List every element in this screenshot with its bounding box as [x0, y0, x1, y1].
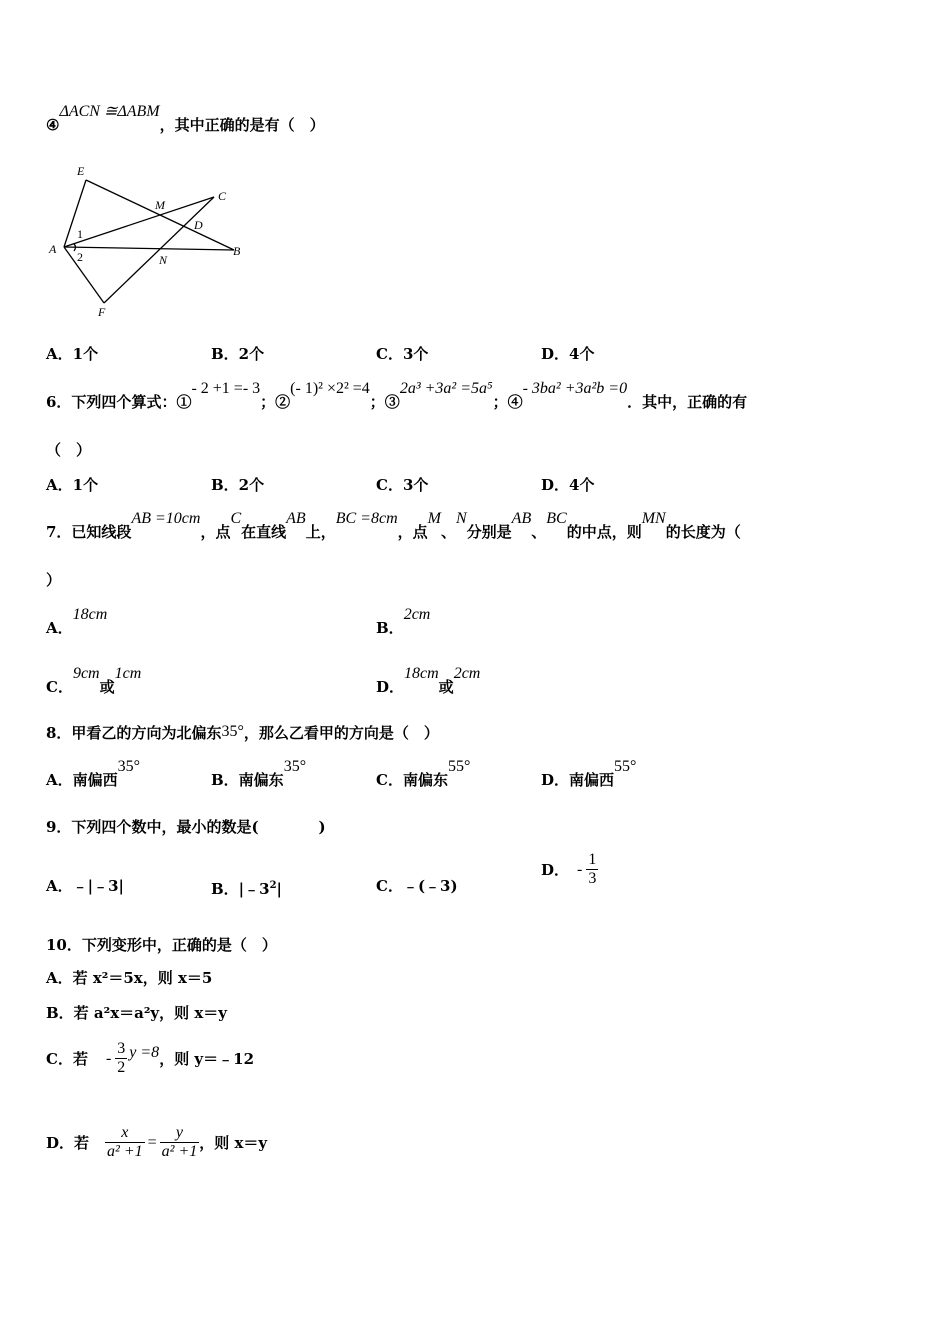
- q8-option-c-degree: 55°: [447, 758, 471, 775]
- q8-option-b-label: B．南偏东: [211, 771, 284, 789]
- q5-option-d[interactable]: D．4个: [541, 345, 595, 363]
- q9-stem: 9．下列四个数中，最小的数是( ): [46, 818, 326, 836]
- q10-option-d-denominator-right: a² +1: [161, 1143, 198, 1160]
- q6-expr-4: - 3ba² +3a²b =0: [522, 380, 628, 397]
- q10-option-d-label: D．若: [46, 1134, 90, 1152]
- q9-option-d-label: D．: [541, 861, 570, 879]
- q7-option-c-value-1: 9cm: [72, 665, 100, 682]
- q7-t8: 的中点，则: [566, 523, 642, 541]
- segment-af: [64, 247, 104, 303]
- q8-option-a[interactable]: [46, 758, 141, 791]
- q7-f3: AB: [286, 510, 306, 527]
- q8-option-d[interactable]: [541, 758, 637, 791]
- q10-option-d-equals: =: [147, 1133, 157, 1151]
- q5-option-b[interactable]: B．2个: [211, 345, 265, 363]
- q6-lead: 6．下列四个算式：①: [46, 393, 192, 411]
- q8-option-b[interactable]: [211, 758, 307, 791]
- q10-option-c-denominator: 2: [117, 1059, 126, 1076]
- q7-f9: MN: [641, 510, 666, 527]
- q10-option-d-fraction-left: [105, 1124, 145, 1161]
- q8-option-c[interactable]: [376, 758, 471, 791]
- q7-t5: 、: [440, 523, 456, 541]
- q7-t9: 的长度为（: [665, 523, 741, 541]
- q10-option-d-denominator-left: a² +1: [107, 1143, 143, 1160]
- q7-f6: N: [455, 510, 467, 527]
- q7-option-b[interactable]: [376, 606, 431, 639]
- q7-stem: [46, 510, 741, 543]
- q7-option-c-label: C．: [46, 678, 73, 696]
- q7-t4: ，点: [397, 523, 428, 541]
- q10-option-c-label: C．若: [46, 1050, 88, 1068]
- q7-close: ）: [46, 571, 62, 589]
- q7-option-c-value-2: 1cm: [114, 665, 142, 682]
- q5-tail-line: [46, 103, 325, 136]
- segment-ab: [64, 247, 234, 250]
- q7-f5: M: [427, 510, 441, 527]
- q9-option-d-denominator: 3: [588, 870, 597, 887]
- q10-stem: 10．下列变形中，正确的是（ ）: [46, 936, 277, 954]
- q7-option-c-or: 或: [99, 678, 115, 696]
- q7-option-d-label: D．: [376, 678, 405, 696]
- q7-t1: ，点: [200, 523, 231, 541]
- q6-option-d[interactable]: D．4个: [541, 476, 595, 494]
- q7-t2: 在直线: [241, 523, 287, 541]
- q10-option-a[interactable]: A．若 x²＝5x，则 x＝5: [46, 969, 213, 987]
- q7-option-d-value-1: 18cm: [404, 665, 439, 682]
- q8-option-a-degree: 35°: [117, 758, 141, 775]
- q5-option-c[interactable]: C．3个: [376, 345, 429, 363]
- q8-option-b-degree: 35°: [283, 758, 307, 775]
- label-n: N: [159, 253, 168, 267]
- q7-option-d[interactable]: [376, 665, 481, 698]
- q7-option-d-or: 或: [438, 678, 454, 696]
- q8-degree: 35°: [221, 723, 244, 740]
- label-b: B: [233, 244, 241, 258]
- label-d: D: [194, 218, 203, 232]
- label-e: E: [77, 164, 85, 178]
- label-m: M: [155, 198, 165, 212]
- q6-sep-3: ；④: [492, 393, 523, 411]
- geometry-figure: [46, 158, 256, 323]
- q5-question-text: ，其中正确的是有（ ）: [159, 116, 325, 134]
- q7-option-a-label: A．: [46, 619, 73, 637]
- q7-option-b-label: B．: [376, 619, 404, 637]
- label-a: A: [49, 242, 57, 256]
- label-angle-2: 2: [77, 250, 83, 264]
- q5-congruence-formula: ΔACN ≅ΔABM: [59, 103, 160, 120]
- label-f: F: [98, 305, 106, 319]
- q9-option-a[interactable]: A．﹣|﹣3|: [46, 877, 124, 895]
- q10-option-c-equation: y =8: [129, 1043, 160, 1061]
- q8-option-c-label: C．南偏东: [376, 771, 448, 789]
- q10-option-c[interactable]: [46, 1040, 254, 1077]
- q7-f8: BC: [546, 510, 567, 527]
- q7-t3: 上，: [305, 523, 336, 541]
- q8-option-d-label: D．南偏西: [541, 771, 615, 789]
- q10-option-c-fraction: [115, 1040, 127, 1077]
- q7-option-d-value-2: 2cm: [453, 665, 481, 682]
- label-c: C: [218, 189, 227, 203]
- q6-sep-2: ；③: [369, 393, 400, 411]
- q6-expr-3: 2a³ +3a² =5a⁵: [399, 380, 493, 397]
- q7-t6: 分别是: [466, 523, 512, 541]
- label-angle-1: 1: [77, 227, 83, 241]
- q10-option-c-sign: -: [105, 1049, 112, 1067]
- q10-option-c-tail: ，则 y＝﹣12: [159, 1050, 254, 1068]
- q6-option-a[interactable]: A．1个: [46, 476, 99, 494]
- q10-option-d[interactable]: [46, 1124, 267, 1161]
- q7-option-b-value: 2cm: [403, 606, 431, 623]
- q8-stem: [46, 723, 439, 744]
- q10-option-c-numerator: 3: [117, 1040, 126, 1057]
- q9-option-d[interactable]: [541, 851, 598, 888]
- q9-option-d-sign: -: [577, 860, 583, 878]
- q6-expr-2: (- 1)² ×2² =4: [290, 380, 370, 397]
- q7-f7: AB: [511, 510, 532, 527]
- q8-lead: 8．甲看乙的方向为北偏东: [46, 724, 222, 742]
- q6-option-c[interactable]: C．3个: [376, 476, 429, 494]
- q7-option-a-value: 18cm: [72, 606, 108, 623]
- q6-paren: （ ）: [46, 441, 92, 459]
- q10-option-d-numerator-right: y: [160, 1124, 200, 1143]
- q5-option-a[interactable]: A．1个: [46, 345, 99, 363]
- q9-option-d-numerator: 1: [588, 851, 597, 868]
- q7-f4: BC =8cm: [335, 510, 398, 527]
- q5-marker: ④: [46, 116, 60, 134]
- q9-option-b[interactable]: [211, 876, 282, 899]
- q7-f1: AB =10cm: [131, 510, 201, 527]
- q10-option-d-numerator-left: x: [105, 1124, 145, 1143]
- q7-option-c[interactable]: [46, 665, 142, 698]
- q9-option-b-text: B．|﹣3: [211, 880, 270, 898]
- q7-t7: 、: [531, 523, 547, 541]
- q9-option-b-close: |: [276, 880, 283, 898]
- q6-stem: [46, 380, 748, 413]
- q6-sep-1: ；②: [260, 393, 291, 411]
- q10-option-d-fraction-right: [160, 1124, 200, 1161]
- q8-option-a-label: A．南偏西: [46, 771, 118, 789]
- q9-option-d-fraction: [586, 851, 598, 888]
- q7-option-a[interactable]: [46, 606, 108, 639]
- q9-option-b-exponent: 2: [269, 880, 277, 891]
- q9-option-c[interactable]: C．﹣(﹣3): [376, 877, 458, 895]
- q8-tail: ，那么乙看甲的方向是（ ）: [243, 724, 439, 742]
- q10-option-b[interactable]: B．若 a²x＝a²y，则 x＝y: [46, 1004, 228, 1022]
- q7-f2: C: [230, 510, 242, 527]
- q8-option-d-degree: 55°: [614, 758, 637, 775]
- q6-expr-1: - 2 +1 =- 3: [191, 380, 261, 397]
- q7-lead: 7．已知线段: [46, 523, 132, 541]
- q6-option-b[interactable]: B．2个: [211, 476, 265, 494]
- q10-option-d-tail: ，则 x＝y: [199, 1134, 268, 1152]
- q6-tail: ．其中，正确的有: [627, 393, 748, 411]
